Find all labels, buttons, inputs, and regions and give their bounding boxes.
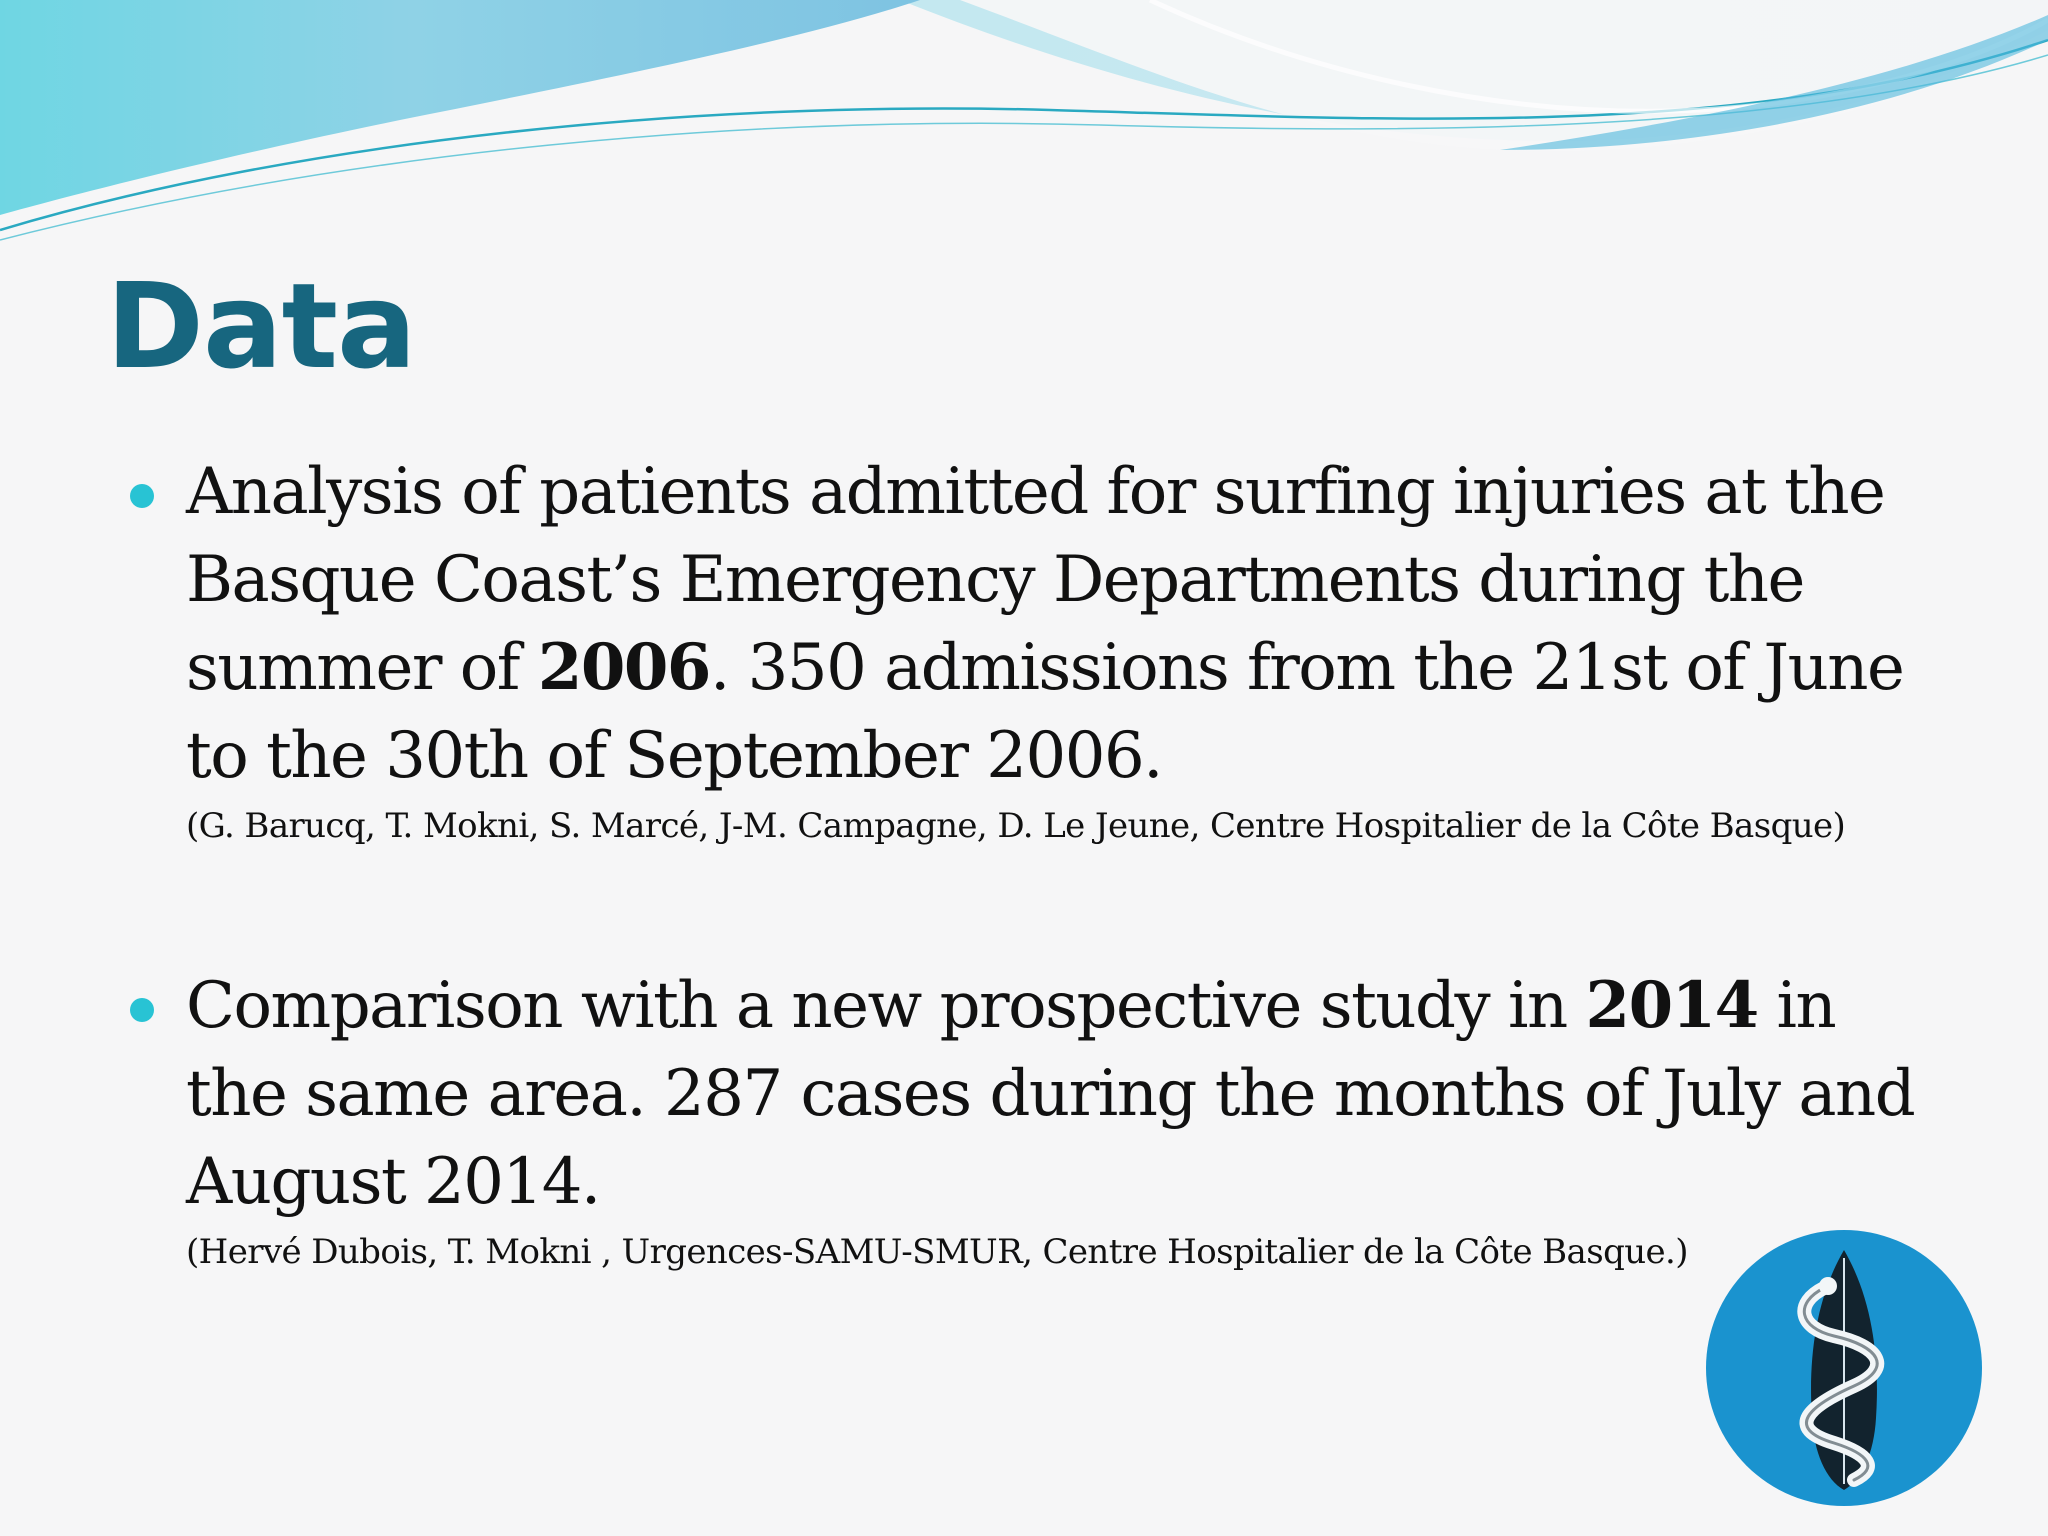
bullet-dot-icon — [130, 484, 154, 508]
bullet-text-part: . 350 admissions from the 21st of June to the 30th of September 2006. — [186, 631, 1904, 793]
bullet-text-part: in the same area. 287 cases during the months of July and August 2014. — [186, 969, 1915, 1219]
bullet-dot-icon — [130, 998, 154, 1022]
bullet-text — [186, 962, 1946, 1226]
header-wave-decoration — [0, 0, 2048, 260]
bullet-text-part: Analysis of patients admitted for surfing injuries at the Basque Coast’s Emergency Departments during the summer of — [186, 455, 1885, 705]
citation: (Hervé Dubois, T. Mokni , Urgences-SAMU-SMUR, Centre Hospitalier de la Côte Basque.) — [186, 1232, 1688, 1272]
citation: (G. Barucq, T. Mokni, S. Marcé, J-M. Campagne, D. Le Jeune, Centre Hospitalier de la Côte Basque) — [186, 806, 1846, 846]
bullet-bold-year: 2006 — [537, 630, 710, 705]
bullet-item — [186, 962, 1946, 1276]
bullet-item — [186, 448, 1946, 850]
surfboard-caduceus-icon — [1704, 1228, 1984, 1508]
bullet-text — [186, 448, 1946, 800]
bullet-bold-year: 2014 — [1585, 968, 1758, 1043]
bullet-text-part: Comparison with a new prospective study in — [186, 969, 1586, 1043]
slide-title: Data — [106, 257, 416, 395]
